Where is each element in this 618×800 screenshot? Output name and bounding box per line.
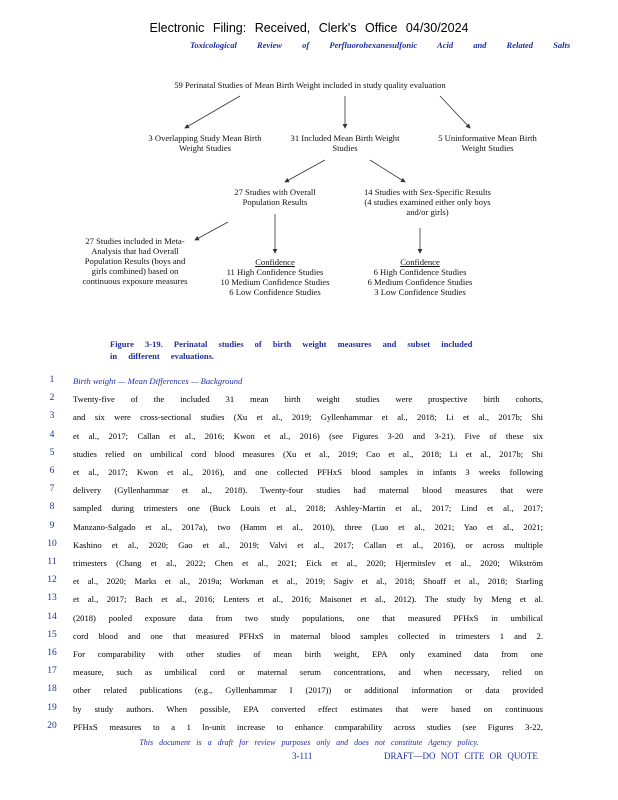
line-number: 18 [47, 684, 57, 695]
line-number: 10 [47, 538, 57, 549]
text-line: et al., 2017; Bach et al., 2016; Lenters et al., 2016; Maisonet et al., 2012). The study by Meng et al. [73, 594, 543, 605]
line-number: 7 [49, 484, 55, 495]
line-number: 1 [49, 375, 55, 385]
medium-confidence-count: 6 Medium Confidence Studies [367, 277, 473, 287]
line-number: 4 [49, 429, 55, 440]
node-included: 31 Included Mean Birth Weight Studies [290, 133, 400, 153]
confidence-label: Confidence [400, 257, 440, 267]
line-number: 9 [49, 520, 55, 531]
node-sex-specific: 14 Studies with Sex-Specific Results (4 studies examined either only boys and/or girls) [364, 187, 491, 217]
high-confidence-count: 11 High Confidence Studies [226, 267, 324, 277]
text-line: by study authors. When possible, EPA converted effect estimates that were based on continuous [73, 703, 543, 714]
node-overlapping: 3 Overlapping Study Mean Birth Weight Studies [148, 133, 262, 153]
text-line: and six were cross-sectional studies (Xu et al., 2019; Gyllenhammar et al., 2018; Li et al., 2017b; Shi [73, 412, 543, 423]
arrow-to-uninformative [440, 96, 470, 128]
text-line: trimesters (Chang et al., 2022; Chen et al., 2021; Eick et al., 2020; Hjermitslev et al., 2020; Wikström [73, 558, 543, 568]
text-line: Kashino et al., 2020; Gao et al., 2019; Valvi et al., 2017; Callan et al., 2016), or across multiple [73, 539, 543, 550]
line-number: 13 [47, 593, 57, 604]
line-number: 19 [47, 702, 57, 713]
node-meta-analysis: 27 Studies included in Meta-Analysis that had Overall Population Results (boys and girls combined) based on continuous exposure measures [82, 236, 188, 286]
text-line: PFHxS measures to a 1 ln-unit increase to enhance comparability across studies (see Figures 3-22, [73, 721, 543, 732]
text-line: studies relied on umbilical cord blood measures (Xu et al., 2019; Cao et al., 2018; Li et al., 2017b; Shi [73, 448, 543, 459]
high-confidence-count: 6 High Confidence Studies [373, 267, 467, 277]
line-number: 16 [47, 648, 57, 658]
caption-line-2: in different evaluations. [110, 351, 215, 361]
confidence-label: Confidence [255, 257, 295, 267]
document-subtitle: Toxicological Review of Perfluorohexanesulfonic Acid and Related Salts [190, 40, 571, 50]
arrow-to-overall [285, 160, 325, 182]
line-number: 11 [47, 557, 57, 567]
draft-notice: DRAFT—DO NOT CITE OR QUOTE [384, 751, 538, 761]
line-number: 14 [47, 611, 57, 622]
text-line: measure, such as umbilical cord or maternal serum concentrations, and when necessary, relied on [73, 667, 543, 678]
draft-disclaimer: This document is a draft for review purposes only and does not constitute Agency policy. [139, 738, 479, 747]
arrow-to-meta [195, 222, 228, 240]
confidence-box-overall [210, 257, 340, 297]
page-number: 3-111 [292, 751, 313, 761]
text-line: et al., 2017; Kwon et al., 2016), and one collected PFHxS blood samples in infants 3 weeks following [73, 467, 543, 477]
line-number: 20 [47, 720, 57, 731]
node-uninformative: 5 Uninformative Mean Birth Weight Studies [438, 133, 537, 153]
confidence-box-sex-specific [360, 257, 480, 297]
text-line: et al., 2017; Callan et al., 2016; Kwon et al., 2016) (see Figures 3-20 and 3-21). Five of these six [73, 430, 543, 441]
medium-confidence-count: 10 Medium Confidence Studies [220, 277, 330, 287]
node-total-studies: 59 Perinatal Studies of Mean Birth Weight included in study quality evaluation [174, 80, 446, 90]
text-line: et al., 2020; Marks et al., 2019a; Workman et al., 2019; Sagiv et al., 2018; Shoaff et al., 2018; Starling [73, 576, 543, 587]
arrow-to-sex-specific [370, 160, 405, 182]
text-line: For comparability with other studies of mean birth weight, EPA only examined data from one [73, 649, 543, 659]
text-line: cord blood and one that measured PFHxS in maternal blood samples collected in trimesters 1 and 2. [73, 630, 543, 641]
text-line: Twenty-five of the included 31 mean birth weight studies were prospective birth cohorts, [73, 394, 543, 405]
node-overall: 27 Studies with Overall Population Results [234, 187, 316, 207]
filing-header: Electronic Filing: Received, Clerk's Office 04/30/2024 [149, 21, 469, 35]
line-number: 2 [49, 393, 55, 404]
text-line: other related publications (e.g., Gyllenhammar I (2017)) or additional information or data provided [73, 685, 543, 696]
text-line: delivery (Gyllenhammar et al., 2018). Twenty-four studies had maternal blood measures that were [73, 485, 543, 496]
line-number: 5 [49, 447, 55, 458]
line-number: 3 [49, 411, 55, 422]
line-number: 8 [49, 502, 55, 513]
line-number: 12 [47, 575, 57, 586]
text-line: Manzano-Salgado et al., 2017a), two (Hamm et al., 2010), three (Luo et al., 2021; Yao et al., 2021; [73, 521, 543, 532]
low-confidence-count: 6 Low Confidence Studies [229, 287, 321, 297]
caption-line-1: Figure 3-19. Perinatal studies of birth weight measures and subset included [110, 339, 473, 349]
line-number: 6 [49, 466, 55, 476]
figure-caption [110, 338, 472, 362]
text-line: sampled during trimesters one (Buck Louis et al., 2018; Ashley-Martin et al., 2017; Lind et al., 2017; [73, 503, 543, 514]
section-heading: Birth weight — Mean Differences — Background [73, 376, 243, 386]
line-number: 17 [47, 666, 57, 677]
arrow-to-overlapping [185, 96, 240, 128]
low-confidence-count: 3 Low Confidence Studies [374, 287, 466, 297]
line-number: 15 [47, 629, 57, 640]
text-line: (2018) pooled exposure data from two study populations, one that measured PFHxS in umbilical [73, 612, 543, 623]
